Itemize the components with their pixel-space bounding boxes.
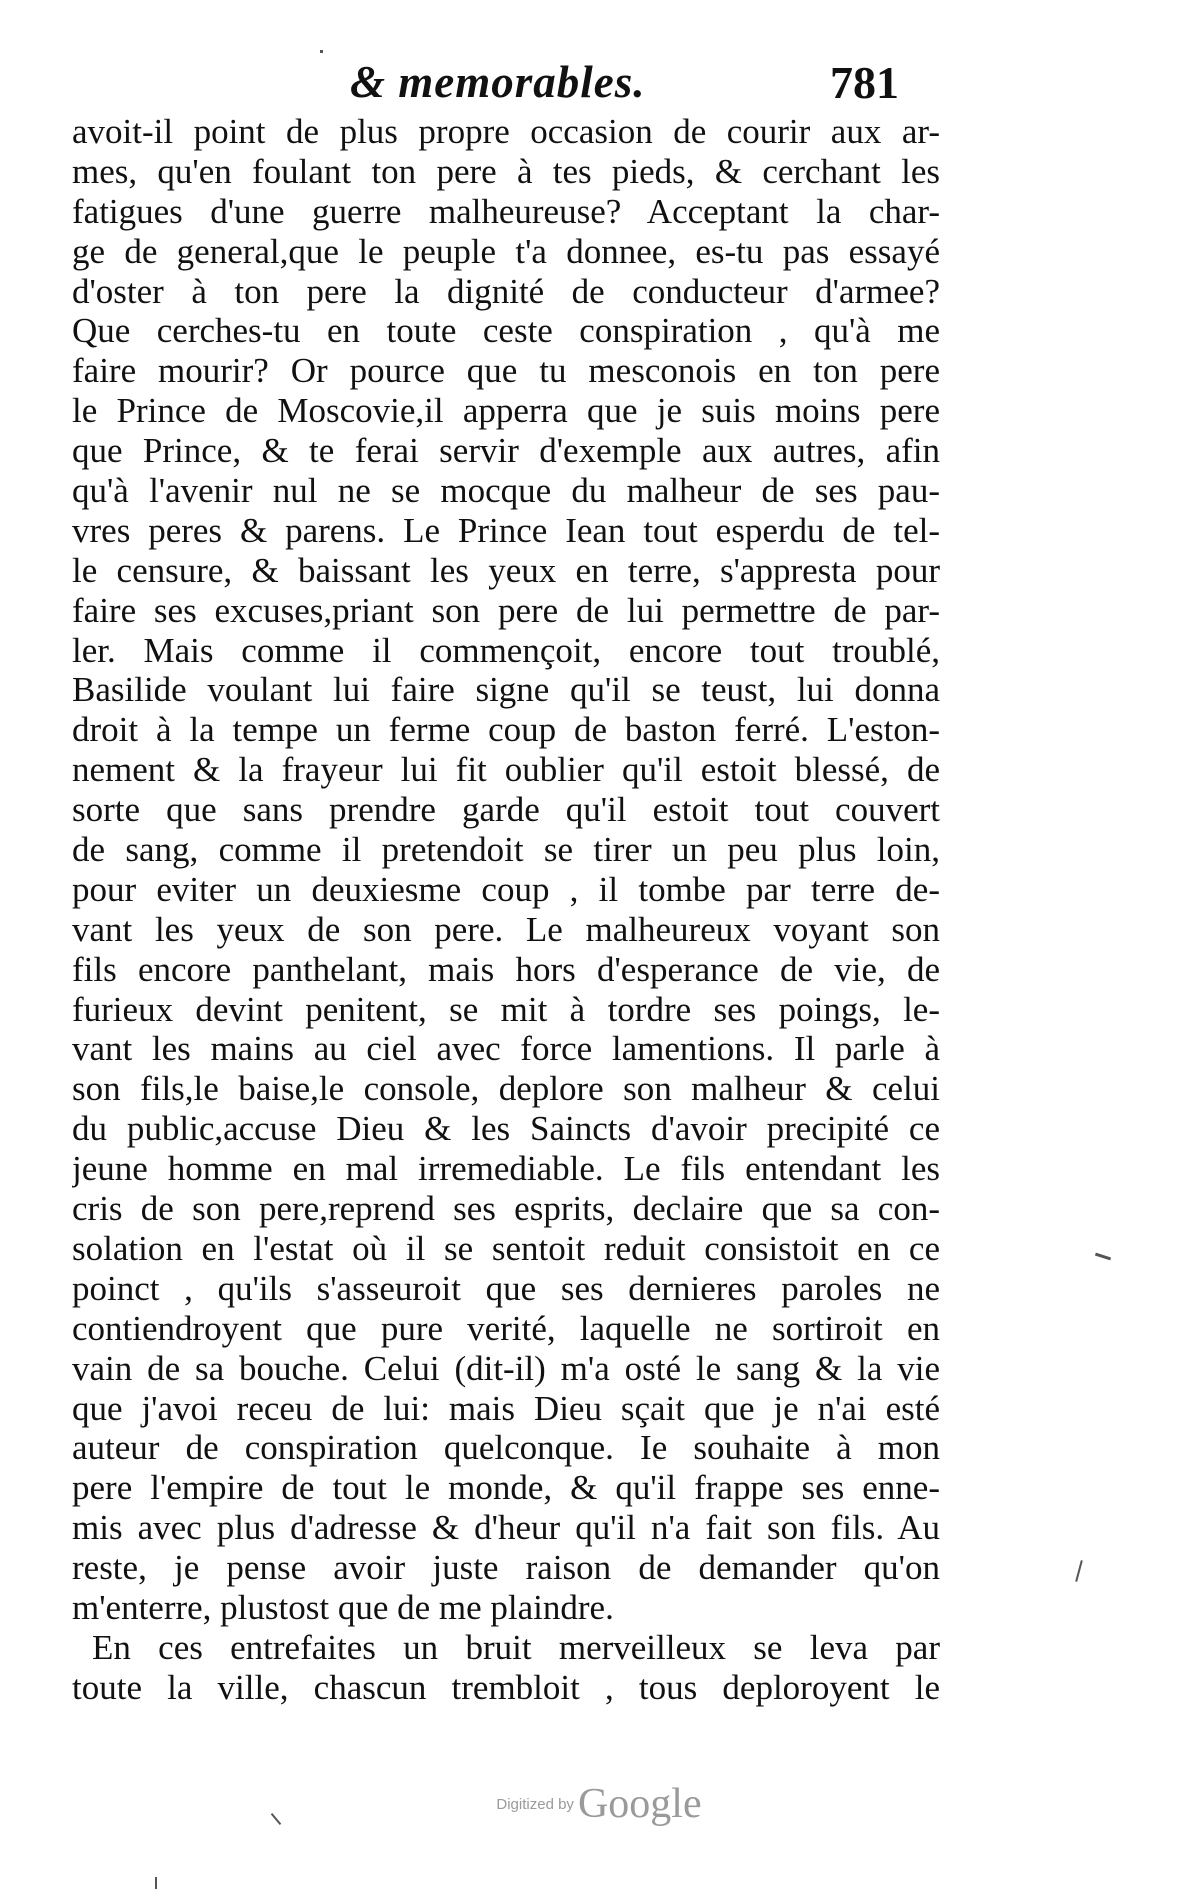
text-line: droit à la tempe un ferme coup de baston ferré. L'eston- [72, 710, 940, 750]
scan-speck [1095, 1253, 1111, 1261]
scan-speck [320, 50, 323, 53]
text-line: son fils,le baise,le console, deplore son malheur & celui [72, 1069, 940, 1109]
text-line: avoit-il point de plus propre occasion de courir aux ar- [72, 112, 940, 151]
scan-speck [155, 1877, 157, 1889]
text-line: que j'avoi receu de lui: mais Dieu sçait que je n'ai esté [72, 1388, 940, 1428]
text-line: sorte que sans prendre garde qu'il estoit tout couvert [72, 790, 940, 830]
text-line: mis avec plus d'adresse & d'heur qu'il n'a fait son fils. Au [72, 1508, 940, 1548]
page-number: 781 [830, 57, 899, 108]
text-line: que Prince, & te ferai servir d'exemple aux autres, afin [72, 431, 940, 471]
text-line: solation en l'estat où il se sentoit reduit consistoit en ce [72, 1228, 940, 1268]
text-line: le censure, & baissant les yeux en terre, s'appresta pour [72, 550, 940, 590]
text-line: auteur de conspiration quelconque. Ie souhaite à mon [72, 1428, 940, 1468]
text-line: de sang, comme il pretendoit se tirer un peu plus loin, [72, 830, 940, 870]
running-title: & memorables. [350, 57, 646, 107]
text-line: cris de son pere,reprend ses esprits, declaire que sa con- [72, 1189, 940, 1229]
text-line: reste, je pense avoir juste raison de demander qu'on [72, 1548, 940, 1588]
google-logo: Google [577, 1781, 702, 1827]
text-line: vres peres & parens. Le Prince Iean tout esperdu de tel- [72, 510, 940, 550]
watermark-prefix: Digitized by [496, 1795, 574, 1813]
text-line: m'enterre, plustost que de me plaindre. [72, 1587, 614, 1627]
text-line: ge de general,que le peuple t'a donnee, es-tu pas essayé [72, 231, 940, 271]
text-line: vant les yeux de son pere. Le malheureux voyant son [72, 909, 940, 949]
text-line: nement & la frayeur lui fit oublier qu'il estoit blessé, de [72, 750, 940, 790]
text-line: vant les mains au ciel avec force lamentions. Il parle à [72, 1029, 940, 1069]
text-line: d'oster à ton pere la dignité de conducteur d'armee? [72, 271, 940, 311]
text-line: pour eviter un deuxiesme coup , il tombe par terre de- [72, 869, 940, 909]
text-line: pere l'empire de tout le monde, & qu'il frappe ses enne- [72, 1468, 940, 1508]
text-line: En ces entrefaites un bruit merveilleux se leva par [92, 1627, 940, 1667]
text-line: contiendroyent que pure verité, laquelle ne sortiroit en [72, 1308, 940, 1348]
text-line: jeune homme en mal irremediable. Le fils entendant les [72, 1149, 940, 1189]
text-line: furieux devint penitent, se mit à tordre ses poings, le- [72, 989, 940, 1029]
digitized-watermark [0, 1780, 1198, 1828]
text-line: fatigues d'une guerre malheureuse? Acceptant la char- [72, 191, 940, 231]
text-line: faire mourir? Or pource que tu mesconois en ton pere [72, 351, 940, 391]
text-line: mes, qu'en foulant ton pere à tes pieds, & cerchant les [72, 151, 940, 191]
text-line: le Prince de Moscovie,il apperra que je suis moins pere [72, 391, 940, 431]
text-line: Basilide voulant lui faire signe qu'il se teust, lui donna [72, 670, 940, 710]
scan-speck [1075, 1560, 1083, 1582]
text-line: qu'à l'avenir nul ne se mocque du malheur de ses pau- [72, 471, 940, 511]
text-line: toute la ville, chascun trembloit , tous deploroyent le [72, 1667, 940, 1707]
text-line: faire ses excuses,priant son pere de lui permettre de par- [72, 590, 940, 630]
text-line: ler. Mais comme il commençoit, encore tout troublé, [72, 630, 940, 670]
text-line: poinct , qu'ils s'asseuroit que ses dernieres paroles ne [72, 1268, 940, 1308]
text-line: Que cerches-tu en toute ceste conspiration , qu'à me [72, 311, 940, 351]
body-text [72, 112, 940, 1708]
text-line: du public,accuse Dieu & les Saincts d'avoir precipité ce [72, 1109, 940, 1149]
text-line: vain de sa bouche. Celui (dit-il) m'a osté le sang & la vie [72, 1348, 940, 1388]
text-line: fils encore panthelant, mais hors d'esperance de vie, de [72, 949, 940, 989]
